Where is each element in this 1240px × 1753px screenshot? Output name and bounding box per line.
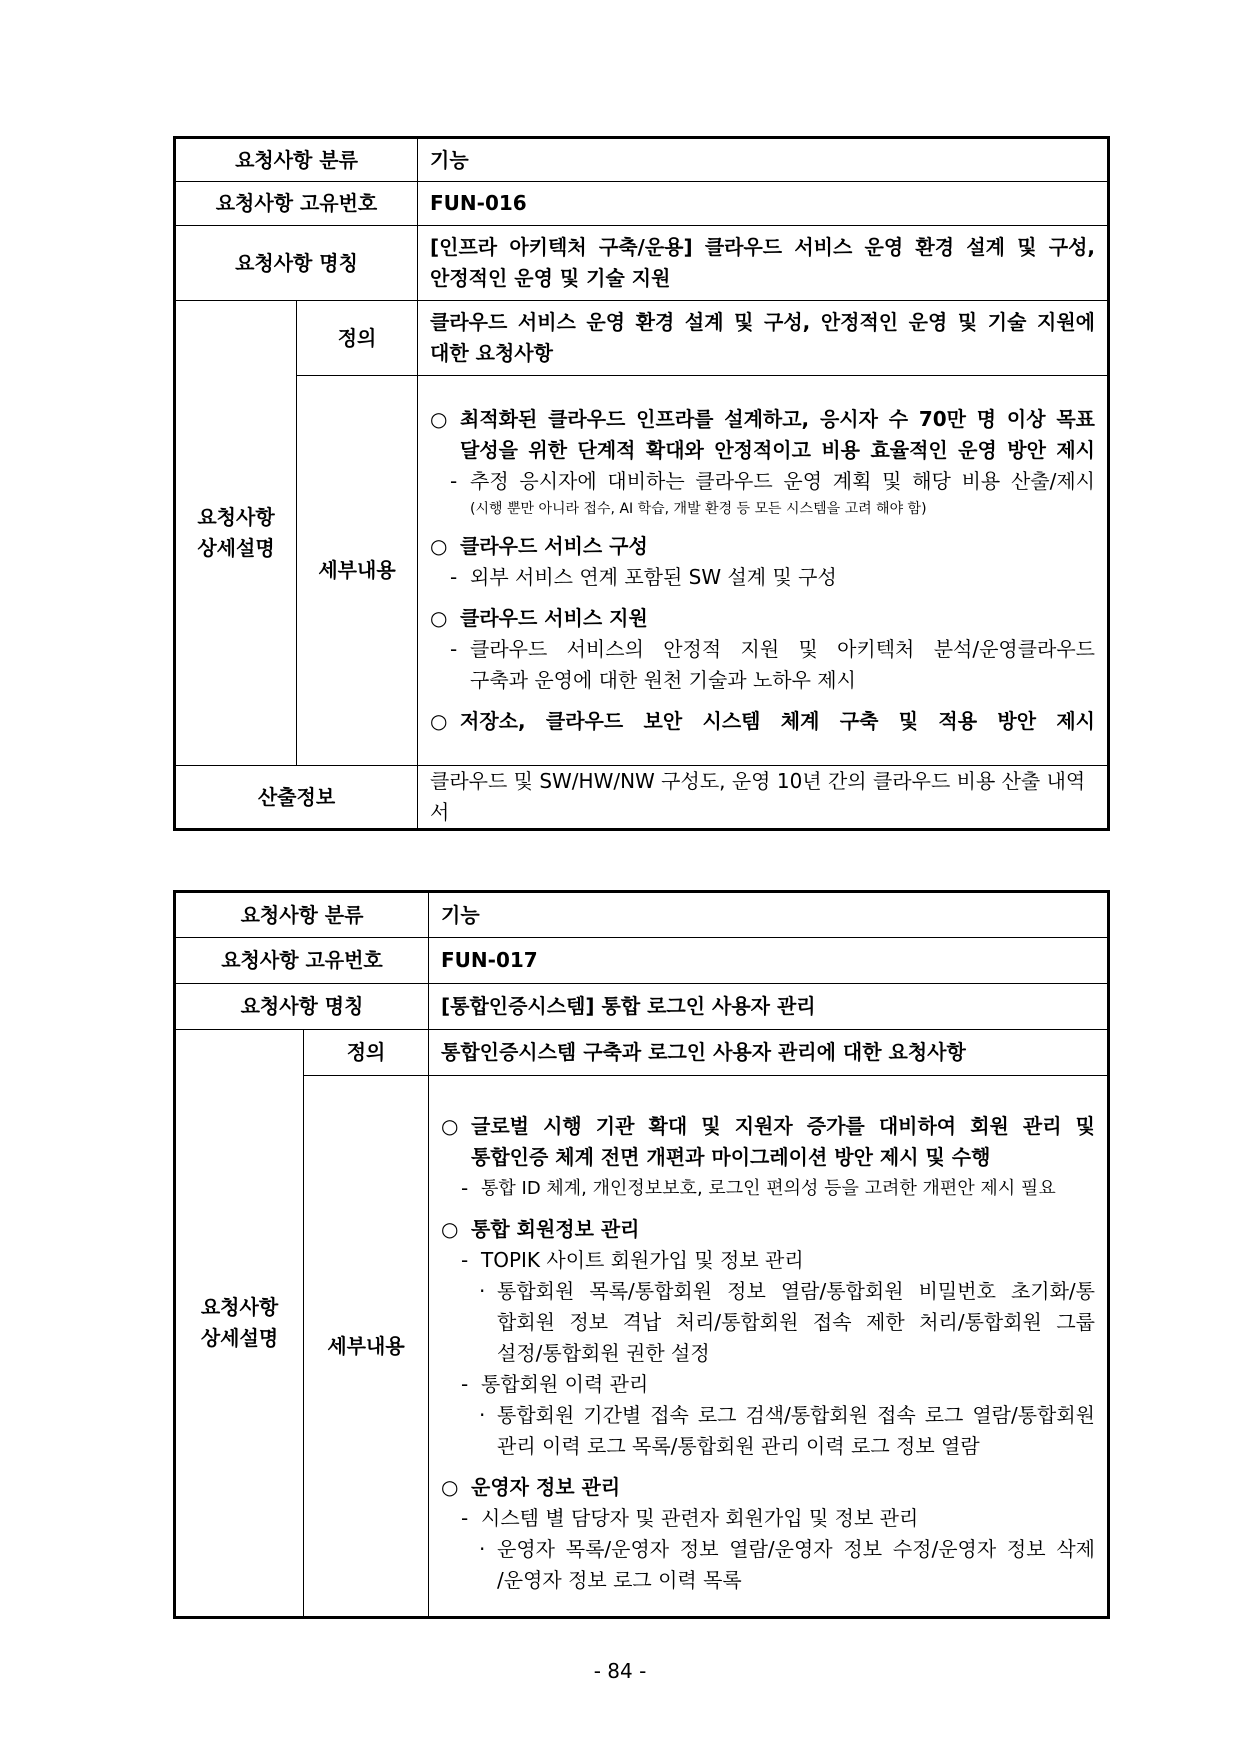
detail-label-line-1: 요청사항	[197, 505, 275, 529]
detail-block-3	[441, 1472, 1095, 1596]
output-label: 산출정보	[175, 766, 418, 830]
detail-label-line-1: 요청사항	[200, 1295, 279, 1319]
dash-bullet-icon: -	[461, 1175, 469, 1200]
dash-bullet-icon: -	[450, 637, 458, 661]
detail-text: /운영자 정보 로그 이력 목록	[497, 1567, 742, 1592]
detail-block-4	[430, 706, 1095, 737]
detail-text: 통합회원 기간별 접속 로그 검색/통합회원 접속 로그 열람/통합회원	[497, 1402, 1095, 1427]
detail-text: 설정/통합회원 권한 설정	[497, 1340, 710, 1365]
name-value	[418, 226, 1109, 301]
name-line-2: 안정적인 운영 및 기술 지원	[430, 266, 671, 290]
name-label: 요청사항 명칭	[175, 984, 429, 1030]
definition-line-1: 클라우드 서비스 운영 환경 설계 및 구성, 안정적인 운영 및 기술 지원에	[430, 310, 1095, 334]
dash-bullet-icon: -	[461, 1247, 469, 1272]
detail-text: 통합 회원정보 관리	[471, 1216, 640, 1241]
detail-text: 클라우드 서비스의 안정적 지원 및 아키텍처 분석/운영클라우드	[470, 637, 1095, 661]
dash-bullet-icon: -	[461, 1371, 469, 1396]
category-label: 요청사항 분류	[175, 892, 429, 938]
detail-block-3	[430, 603, 1095, 696]
circle-bullet-icon: ○	[430, 534, 448, 558]
id-value: FUN-017	[429, 938, 1109, 984]
detail-label	[175, 1030, 304, 1618]
requirement-table-fun-017	[173, 890, 1110, 1619]
dot-bullet-icon: ·	[479, 1536, 486, 1561]
details-label: 세부내용	[304, 1076, 429, 1618]
id-label: 요청사항 고유번호	[175, 938, 429, 984]
detail-label-line-2: 상세설명	[200, 1326, 279, 1350]
name-label: 요청사항 명칭	[175, 226, 418, 301]
detail-text: 구축과 운영에 대한 원천 기술과 노하우 제시	[470, 668, 856, 692]
detail-text: 클라우드 서비스 지원	[460, 606, 648, 630]
category-label: 요청사항 분류	[175, 138, 418, 182]
circle-bullet-icon: ○	[430, 407, 448, 431]
definition-label: 정의	[297, 301, 418, 376]
circle-bullet-icon: ○	[430, 709, 448, 733]
detail-text: 통합회원 목록/통합회원 정보 열람/통합회원 비밀번호 초기화/통	[497, 1278, 1095, 1303]
detail-text: 통합인증 체계 전면 개편과 마이그레이션 방안 제시 및 수행	[471, 1144, 991, 1169]
definition-value: 통합인증시스템 구축과 로그인 사용자 관리에 대한 요청사항	[429, 1030, 1109, 1076]
category-value: 기능	[429, 892, 1109, 938]
detail-text: 글로벌 시행 기관 확대 및 지원자 증가를 대비하여 회원 관리 및	[471, 1113, 1095, 1138]
dot-bullet-icon: ·	[479, 1402, 486, 1427]
dash-bullet-icon: -	[450, 565, 458, 589]
detail-text: TOPIK 사이트 회원가입 및 정보 관리	[481, 1247, 804, 1272]
detail-text: 클라우드 서비스 구성	[460, 534, 648, 558]
dot-bullet-icon: ·	[479, 1278, 486, 1303]
id-value: FUN-016	[418, 182, 1109, 226]
detail-text: 달성을 위한 단계적 확대와 안정적이고 비용 효율적인 운영 방안 제시	[460, 438, 1095, 462]
detail-block-1	[441, 1111, 1095, 1204]
detail-text: 통합회원 이력 관리	[481, 1371, 649, 1396]
detail-text: 운영자 정보 관리	[471, 1474, 621, 1499]
detail-text: 합회원 정보 격납 처리/통합회원 접속 제한 처리/통합회원 그룹	[497, 1309, 1095, 1334]
circle-bullet-icon: ○	[441, 1216, 459, 1241]
name-value: [통합인증시스템] 통합 로그인 사용자 관리	[429, 984, 1109, 1030]
category-value: 기능	[418, 138, 1109, 182]
page-number: - 84 -	[593, 1659, 647, 1683]
detail-text: 외부 서비스 연계 포함된 SW 설계 및 구성	[470, 565, 837, 589]
detail-block-2	[430, 531, 1095, 593]
circle-bullet-icon: ○	[441, 1113, 459, 1138]
detail-label	[175, 301, 297, 766]
details-content	[429, 1076, 1109, 1618]
details-content	[418, 376, 1109, 766]
detail-label-line-2: 상세설명	[197, 536, 275, 560]
definition-line-2: 대한 요청사항	[430, 341, 553, 365]
detail-text: 운영자 목록/운영자 정보 열람/운영자 정보 수정/운영자 정보 삭제	[497, 1536, 1095, 1561]
definition-label: 정의	[304, 1030, 429, 1076]
id-label: 요청사항 고유번호	[175, 182, 418, 226]
detail-block-1	[430, 404, 1095, 521]
requirement-table-fun-016	[173, 136, 1110, 831]
dash-bullet-icon: -	[450, 469, 458, 493]
detail-text: 시스템 별 담당자 및 관련자 회원가입 및 정보 관리	[481, 1505, 919, 1530]
detail-text: 추정 응시자에 대비하는 클라우드 운영 계획 및 해당 비용 산출/제시	[470, 469, 1095, 493]
circle-bullet-icon: ○	[441, 1474, 459, 1499]
name-line-1: [인프라 아키텍처 구축/운용] 클라우드 서비스 운영 환경 설계 및 구성,	[430, 235, 1095, 259]
detail-text: 최적화된 클라우드 인프라를 설계하고, 응시자 수 70만 명 이상 목표	[460, 407, 1095, 431]
output-value: 클라우드 및 SW/HW/NW 구성도, 운영 10년 간의 클라우드 비용 산출 내역서	[418, 766, 1109, 830]
definition-value	[418, 301, 1109, 376]
detail-text: 관리 이력 로그 목록/통합회원 관리 이력 로그 정보 열람	[497, 1433, 980, 1458]
detail-text: 저장소, 클라우드 보안 시스템 체계 구축 및 적용 방안 제시	[460, 709, 1095, 733]
circle-bullet-icon: ○	[430, 606, 448, 630]
detail-block-2	[441, 1214, 1095, 1462]
detail-text: 통합 ID 체계, 개인정보보호, 로그인 편의성 등을 고려한 개편안 제시 필요	[481, 1177, 1056, 1199]
details-label: 세부내용	[297, 376, 418, 766]
dash-bullet-icon: -	[461, 1505, 469, 1530]
detail-note: (시행 뿐만 아니라 접수, AI 학습, 개발 환경 등 모든 시스템을 고려 해야 함)	[470, 501, 927, 517]
